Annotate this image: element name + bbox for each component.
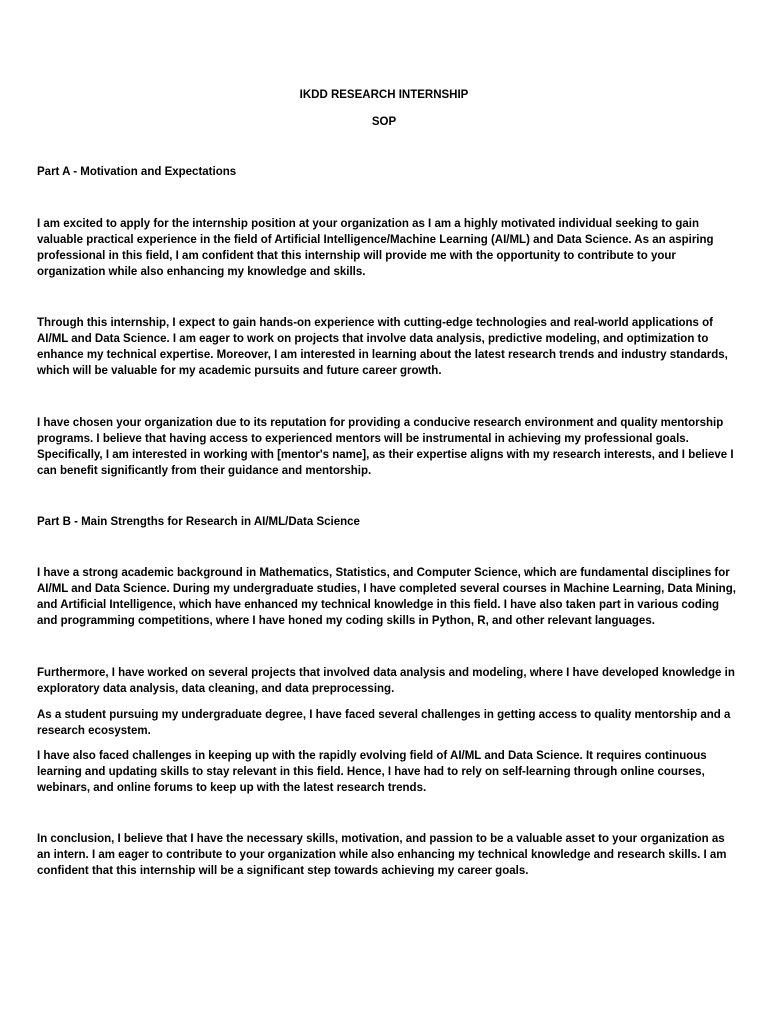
paragraph-part-a-2: Through this internship, I expect to gain hands-on experience with cutting-edge technologies and real-world applications of AI/ML and Data Science. I am eager to work on projects that involve data analysis, predictive modeling, and optimization to enhance my technical expertise. Moreover, I am interested in learning about the latest research trends and industry standards, which will be valuable for my academic pursuits and future career growth. (37, 317, 728, 377)
section-heading-part-a: Part A - Motivation and Expectations (37, 166, 237, 178)
document-subtitle: SOP (371, 116, 397, 128)
paragraph-part-b-2: Furthermore, I have worked on several projects that involved data analysis and modeling, where I have developed knowledge in exploratory data analysis, data cleaning, and data preprocessing. (37, 667, 735, 695)
paragraph-part-a-1: I am excited to apply for the internship position at your organization as I am a highly motivated individual seeking to gain valuable practical experience in the field of Artificial Intelligence/Machine Learning (AI/ML) and Data Science. As an aspiring professional in this field, I am confident that this internship will provide me with the opportunity to contribute to your organization while also enhancing my knowledge and skills. (37, 218, 714, 278)
paragraph-part-b-4: I have also faced challenges in keeping up with the rapidly evolving field of AI/ML and Data Science. It requires continuous learning and updating skills to stay relevant in this field. Hence, I have had to rely on self-learning through online courses, webinars, and online forums to keep up with the latest research trends. (37, 750, 707, 794)
section-heading-part-b: Part B - Main Strengths for Research in AI/ML/Data Science (37, 516, 360, 528)
document-title: IKDD RESEARCH INTERNSHIP (299, 89, 469, 101)
paragraph-part-b-1: I have a strong academic background in Mathematics, Statistics, and Computer Science, which are fundamental disciplines for AI/ML and Data Science. During my undergraduate studies, I have completed several courses in Machine Learning, Data Mining, and Artificial Intelligence, which have enhanced my technical knowledge in this field. I have also taken part in various coding and programming competitions, where I have honed my coding skills in Python, R, and other relevant languages. (37, 567, 736, 627)
paragraph-conclusion: In conclusion, I believe that I have the necessary skills, motivation, and passion to be a valuable asset to your organization as an intern. I am eager to contribute to your organization while also enhancing my technical knowledge and research skills. I am confident that this internship will be a significant step towards achieving my career goals. (37, 833, 727, 877)
paragraph-part-a-3: I have chosen your organization due to its reputation for providing a conducive research environment and quality mentorship programs. I believe that having access to experienced mentors will be instrumental in achieving my professional goals. Specifically, I am interested in working with [mentor's name], as their expertise aligns with my research interests, and I believe I can benefit significantly from their guidance and mentorship. (37, 417, 734, 477)
paragraph-part-b-3: As a student pursuing my undergraduate degree, I have faced several challenges in getting access to quality mentorship and a research ecosystem. (37, 709, 731, 737)
